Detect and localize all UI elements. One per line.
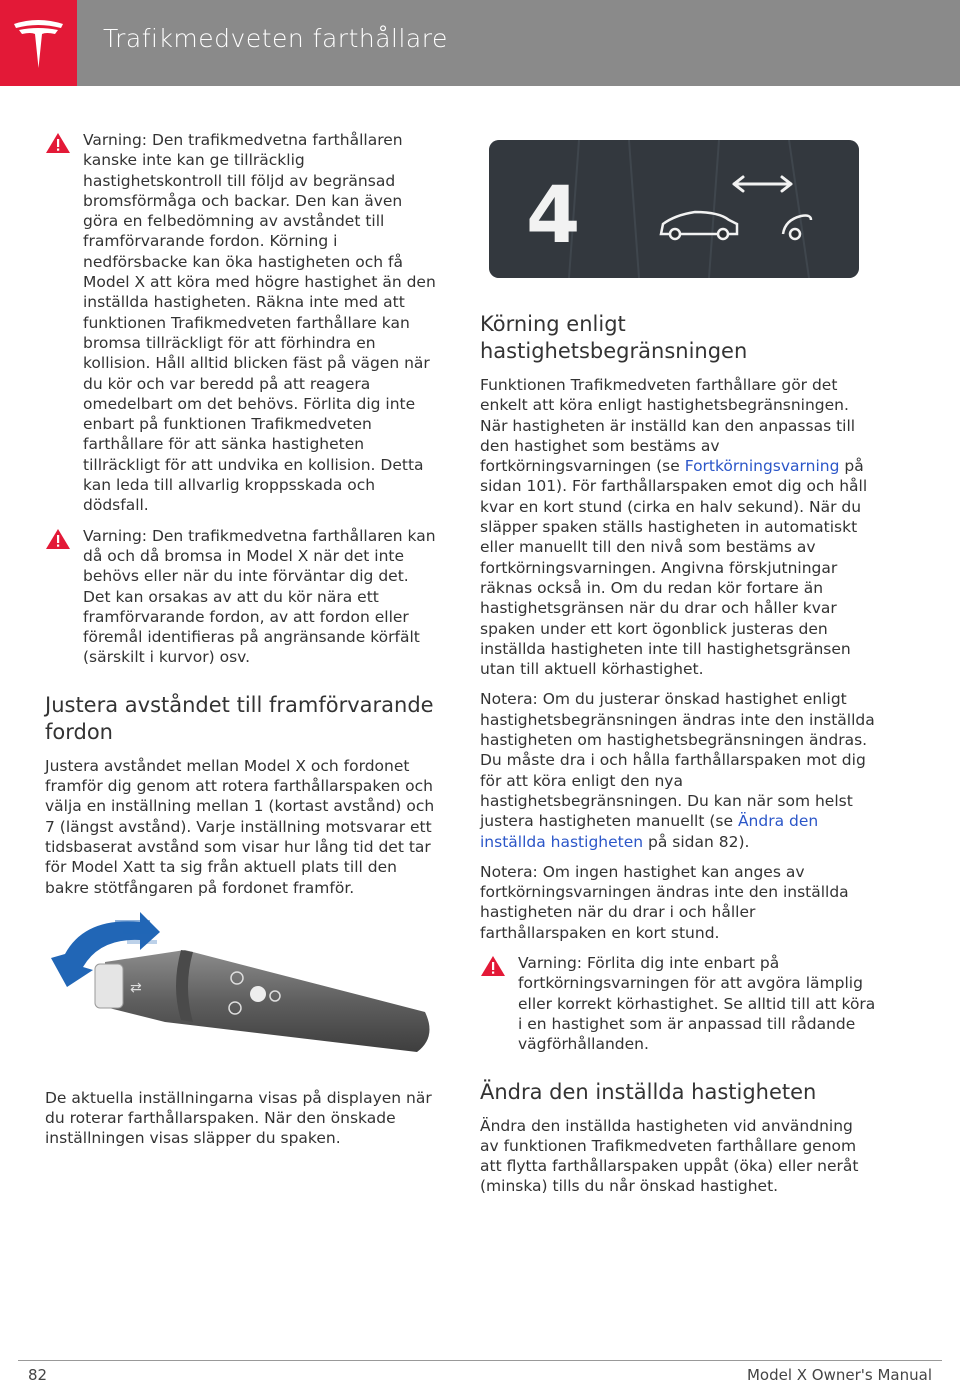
note-paragraph: Notera: Om ingen hastighet kan anges av fortkörningsvarningen ändras inte den inställda hastigheten när du drar i och håller farthållarspaken en kort stund. [480, 862, 849, 942]
section-heading-distance: Justera avståndet till framförvarande fordon [45, 692, 434, 744]
svg-text:⇄: ⇄ [130, 979, 142, 996]
warning-text: Varning: Den trafikmedvetna farthållaren kanske inte kan ge tillräcklig hastighetskontroll till följd av begränsad bromsförmåga och backar. Den kan även göra en felbedömning av avståndet till framförvarande fordon. Körning i nedförsbacke kan öka hastigheten och få Model X att köra med högre hastighet än den inställda hastigheten. Räkna inte med att funktionen Trafikmedveten farthållare kan bromsa tillräckligt för att förhindra en kollision. Håll alltid blicken fäst på vägen när du kör och var beredd på att reagera omedelbart om det behövs. Förlita dig inte enbart på funktionen Trafikmedveten farthållare för att sänka hastigheten tillräckligt för att undvika en kollision. Detta kan leda till allvarlig kroppsskada och dödsfall. [83, 131, 436, 515]
warning-block [45, 130, 440, 516]
distance-setting-value: 4 [526, 171, 581, 261]
section-heading-speed-limit: Körning enligt hastighetsbegränsningen [480, 312, 748, 363]
left-column [45, 130, 440, 1159]
manual-name: Model X Owner's Manual [746, 1366, 932, 1384]
tesla-logo [0, 0, 77, 86]
section-paragraph: De aktuella inställningarna visas på displayen när du roterar farthållarspaken. När den önskade inställningen visas släpper du spaken. [45, 1088, 432, 1148]
section-paragraph: Ändra den inställda hastigheten vid användning av funktionen Trafikmedveten farthållare genom att flytta farthållarspaken uppåt (öka) eller neråt (minska) tills du når önskad hastighet. [480, 1116, 859, 1196]
distance-setting-display [489, 140, 859, 278]
page-title: Trafikmedveten farthållare [103, 24, 448, 53]
warning-icon [480, 955, 506, 977]
page-number: 82 [28, 1366, 48, 1384]
link-speed-warning[interactable]: Fortkörningsvarning [684, 457, 840, 476]
link-change-set-speed[interactable]: Ändra den inställda hastigheten [480, 812, 819, 851]
tesla-logo-icon [11, 18, 66, 70]
warning-icon [45, 132, 71, 154]
warning-text: Varning: Förlita dig inte enbart på fortkörningsvarningen för att avgöra lämplig eller korrekt körhastighet. Se alltid till att köra i en hastighet som är anpassad till rådande vägförhållanden. [518, 954, 876, 1054]
section-paragraph: Justera avståndet mellan Model X och fordonet framför dig genom att rotera farthållarspaken och välja en inställning mellan 1 (kortast avstånd) och 7 (längst avstånd). Varje inställning motsvarar ett tidsbaserat avstånd som visar hur lång tid det tar för Model Xatt ta sig från aktuell plats till den bakre stötfångaren på fordonet framför. [45, 756, 435, 897]
section-heading-change-speed: Ändra den inställda hastigheten [480, 1079, 817, 1104]
warning-block [45, 526, 440, 668]
note-paragraph: Notera: Om du justerar önskad hastighet enligt hastighetsbegränsningen ändras inte den inställda hastigheten om hastighetsbegränsningen ändras. Du måste dra i och hålla farthållarspaken mot dig för att köra enligt den nya hastighetsbegränsningen. Du kan när som helst justera hastigheten manuellt (se Ändra den inställda hastigheten på sidan 82). [480, 690, 875, 851]
footer-divider [18, 1360, 942, 1361]
cruise-stalk-illustration [45, 912, 437, 1062]
warning-icon [45, 528, 71, 550]
warning-block [480, 953, 876, 1054]
right-column [480, 140, 876, 1207]
page-header [0, 0, 960, 86]
section-paragraph: Funktionen Trafikmedveten farthållare gör det enkelt att köra enligt hastighetsbegränsningen. När hastigheten är inställd kan den anpassas till den hastighet som bestäms av fortkörningsvarningen (se Fortkörningsvarning på sidan 101). För farthållarspaken emot dig och håll kvar en kort stund (cirka en halv sekund). När du släpper spaken ställs hastigheten in automatiskt eller manuellt till den nivå som bestäms av fortkörningsvarningen. Angivna förskjutningar räknas också in. Om du redan kör fortare än hastighetsgränsen när du drar och håller kvar spaken under ett kort ögonblick justeras den inställda hastigheten inte till hastighetsgränsen utan till aktuell körhastighet. [480, 376, 868, 679]
warning-text: Varning: Den trafikmedvetna farthållaren kan då och då bromsa in Model X när det inte behövs eller när du inte förväntar dig det. Det kan orsakas av att du kör nära ett framförvarande fordon, av att fordon eller föremål identifieras på angränsande körfält (särskilt i kurvor) osv. [83, 526, 436, 667]
